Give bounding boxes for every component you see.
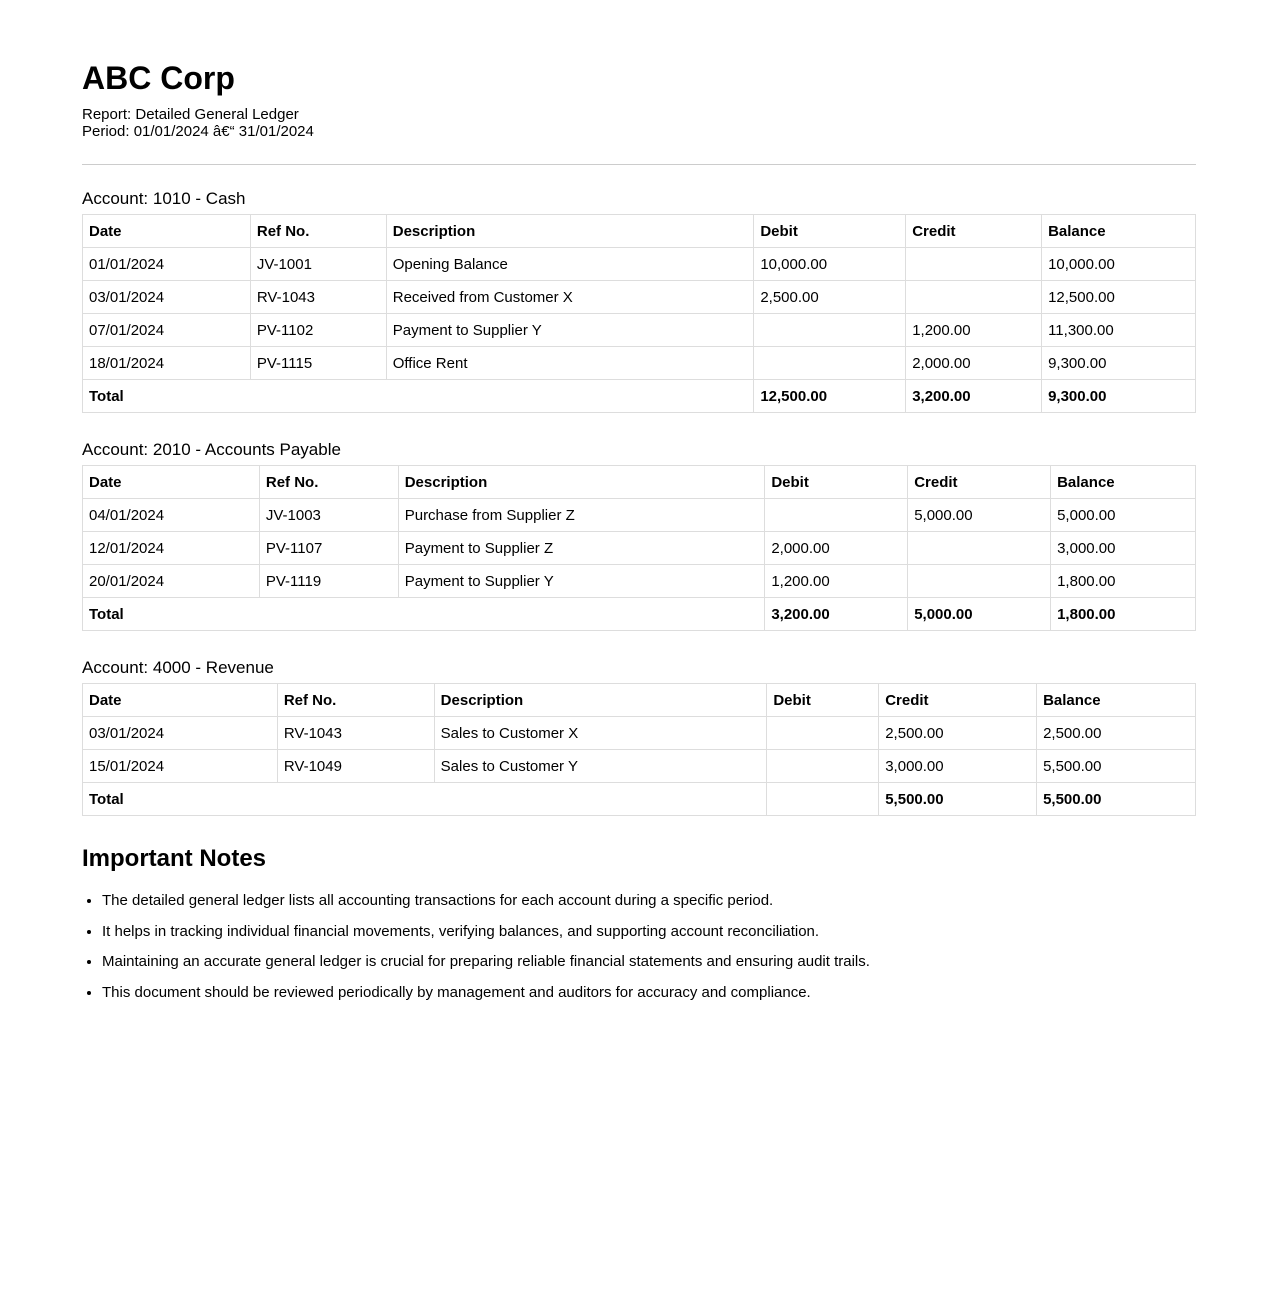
- cell-balance: 5,500.00: [1037, 750, 1196, 783]
- table-row: [83, 750, 1196, 783]
- cell-description: Payment to Supplier Z: [398, 532, 765, 565]
- column-header-date: Date: [83, 466, 260, 499]
- cell-date: 04/01/2024: [83, 499, 260, 532]
- cell-description: Opening Balance: [386, 248, 754, 281]
- column-header-description: Description: [434, 684, 767, 717]
- table-row: [83, 565, 1196, 598]
- cell-ref: JV-1001: [250, 248, 386, 281]
- table-row: [83, 347, 1196, 380]
- cell-credit: 1,200.00: [906, 314, 1042, 347]
- total-debit: [767, 783, 879, 816]
- total-credit: 5,500.00: [879, 783, 1037, 816]
- column-header-balance: Balance: [1051, 466, 1196, 499]
- cell-credit: 5,000.00: [908, 499, 1051, 532]
- column-header-balance: Balance: [1037, 684, 1196, 717]
- table-header-row: [83, 215, 1196, 248]
- total-row: [83, 380, 1196, 413]
- column-header-ref: Ref No.: [259, 466, 398, 499]
- cell-date: 03/01/2024: [83, 717, 278, 750]
- total-label: Total: [83, 598, 765, 631]
- account-section-revenue: [82, 658, 1196, 816]
- table-header-row: [83, 466, 1196, 499]
- company-name: ABC Corp: [82, 60, 235, 96]
- cell-description: Payment to Supplier Y: [386, 314, 754, 347]
- cell-ref: PV-1102: [250, 314, 386, 347]
- report-period: Period: 01/01/2024 â€“ 31/01/2024: [82, 123, 314, 140]
- table-row: [83, 499, 1196, 532]
- cell-debit: 2,500.00: [754, 281, 906, 314]
- column-header-debit: Debit: [754, 215, 906, 248]
- cell-ref: PV-1107: [259, 532, 398, 565]
- cell-debit: [767, 717, 879, 750]
- total-debit: 3,200.00: [765, 598, 908, 631]
- report-meta: [82, 106, 1196, 140]
- cell-ref: RV-1043: [250, 281, 386, 314]
- cell-balance: 3,000.00: [1051, 532, 1196, 565]
- total-balance: 1,800.00: [1051, 598, 1196, 631]
- note-item: • It helps in tracking individual financial movements, verifying balances, and supporting account reconciliation.: [102, 923, 1196, 941]
- cell-date: 12/01/2024: [83, 532, 260, 565]
- column-header-credit: Credit: [879, 684, 1037, 717]
- total-row: [83, 783, 1196, 816]
- column-header-description: Description: [398, 466, 765, 499]
- notes-list: [82, 892, 1196, 1002]
- column-header-debit: Debit: [767, 684, 879, 717]
- cell-ref: PV-1115: [250, 347, 386, 380]
- notes-heading: Important Notes: [82, 845, 267, 872]
- total-row: [83, 598, 1196, 631]
- column-header-balance: Balance: [1042, 215, 1196, 248]
- table-row: [83, 314, 1196, 347]
- table-row: [83, 532, 1196, 565]
- total-balance: 5,500.00: [1037, 783, 1196, 816]
- total-credit: 5,000.00: [908, 598, 1051, 631]
- cell-description: Sales to Customer X: [434, 717, 767, 750]
- total-label: Total: [83, 783, 767, 816]
- column-header-ref: Ref No.: [277, 684, 434, 717]
- ledger-table: [82, 683, 1196, 816]
- total-credit: 3,200.00: [906, 380, 1042, 413]
- cell-description: Payment to Supplier Y: [398, 565, 765, 598]
- ledger-page: [82, 0, 1196, 1002]
- cell-date: 15/01/2024: [83, 750, 278, 783]
- column-header-date: Date: [83, 684, 278, 717]
- cell-debit: [765, 499, 908, 532]
- cell-ref: RV-1049: [277, 750, 434, 783]
- column-header-debit: Debit: [765, 466, 908, 499]
- table-row: [83, 717, 1196, 750]
- cell-date: 20/01/2024: [83, 565, 260, 598]
- cell-date: 01/01/2024: [83, 248, 251, 281]
- cell-ref: PV-1119: [259, 565, 398, 598]
- table-row: [83, 281, 1196, 314]
- cell-balance: 1,800.00: [1051, 565, 1196, 598]
- column-header-date: Date: [83, 215, 251, 248]
- cell-ref: JV-1003: [259, 499, 398, 532]
- cell-credit: 3,000.00: [879, 750, 1037, 783]
- cell-debit: [767, 750, 879, 783]
- cell-description: Sales to Customer Y: [434, 750, 767, 783]
- column-header-ref: Ref No.: [250, 215, 386, 248]
- cell-debit: 2,000.00: [765, 532, 908, 565]
- cell-credit: [906, 248, 1042, 281]
- report-type: Report: Detailed General Ledger: [82, 106, 299, 123]
- ledger-table: [82, 214, 1196, 413]
- cell-credit: [908, 565, 1051, 598]
- cell-credit: [908, 532, 1051, 565]
- cell-date: 18/01/2024: [83, 347, 251, 380]
- cell-description: Received from Customer X: [386, 281, 754, 314]
- cell-debit: 1,200.00: [765, 565, 908, 598]
- cell-description: Office Rent: [386, 347, 754, 380]
- account-title: Account: 2010 - Accounts Payable: [82, 440, 341, 459]
- cell-debit: 10,000.00: [754, 248, 906, 281]
- cell-credit: [906, 281, 1042, 314]
- total-debit: 12,500.00: [754, 380, 906, 413]
- cell-balance: 11,300.00: [1042, 314, 1196, 347]
- column-header-credit: Credit: [906, 215, 1042, 248]
- cell-debit: [754, 347, 906, 380]
- account-title: Account: 4000 - Revenue: [82, 658, 274, 677]
- cell-balance: 2,500.00: [1037, 717, 1196, 750]
- account-section-accounts-payable: [82, 440, 1196, 631]
- cell-balance: 10,000.00: [1042, 248, 1196, 281]
- cell-ref: RV-1043: [277, 717, 434, 750]
- cell-balance: 9,300.00: [1042, 347, 1196, 380]
- cell-date: 07/01/2024: [83, 314, 251, 347]
- column-header-description: Description: [386, 215, 754, 248]
- ledger-table: [82, 465, 1196, 631]
- account-title: Account: 1010 - Cash: [82, 189, 246, 208]
- total-balance: 9,300.00: [1042, 380, 1196, 413]
- cell-description: Purchase from Supplier Z: [398, 499, 765, 532]
- column-header-credit: Credit: [908, 466, 1051, 499]
- table-header-row: [83, 684, 1196, 717]
- note-item: • Maintaining an accurate general ledger is crucial for preparing reliable financial statements and ensuring audit trails.: [102, 953, 1196, 971]
- note-item: • The detailed general ledger lists all accounting transactions for each account during a specific period.: [102, 892, 1196, 910]
- note-item: • This document should be reviewed periodically by management and auditors for accuracy and compliance.: [102, 984, 1196, 1002]
- cell-balance: 5,000.00: [1051, 499, 1196, 532]
- cell-credit: 2,500.00: [879, 717, 1037, 750]
- cell-credit: 2,000.00: [906, 347, 1042, 380]
- table-row: [83, 248, 1196, 281]
- account-section-cash: [82, 189, 1196, 413]
- cell-balance: 12,500.00: [1042, 281, 1196, 314]
- total-label: Total: [83, 380, 754, 413]
- cell-debit: [754, 314, 906, 347]
- cell-date: 03/01/2024: [83, 281, 251, 314]
- header-divider: [82, 164, 1196, 165]
